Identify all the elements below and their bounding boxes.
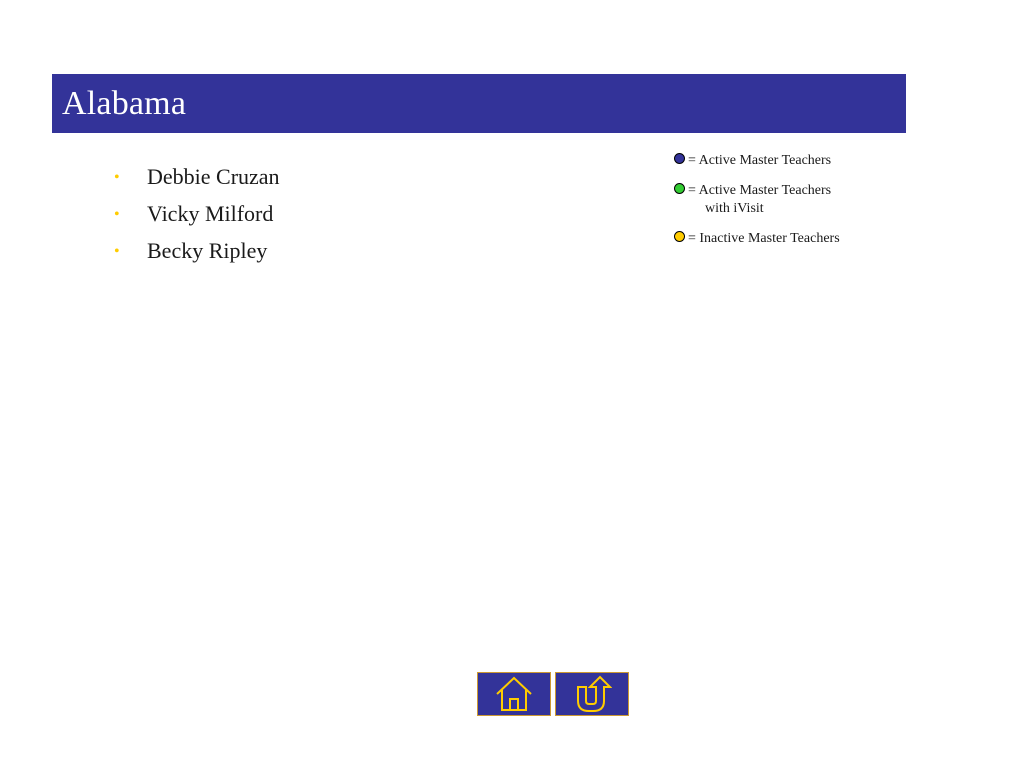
- teacher-name: Debbie Cruzan: [147, 164, 280, 189]
- title-bar: [52, 74, 906, 133]
- u-turn-back-icon: [572, 675, 612, 713]
- bullet-icon: •: [114, 169, 120, 186]
- navigation-bar: [477, 672, 629, 716]
- bullet-icon: •: [114, 206, 120, 223]
- legend-row-inactive: [674, 230, 904, 248]
- list-item: [114, 201, 280, 238]
- legend-label: = Active Master Teachers: [688, 183, 832, 198]
- yellow-dot-icon: [674, 231, 685, 242]
- blue-dot-icon: [674, 153, 685, 164]
- teacher-name: Vicky Milford: [147, 201, 274, 226]
- teacher-list: [114, 164, 280, 275]
- home-icon: [494, 675, 534, 713]
- home-button[interactable]: [477, 672, 551, 716]
- green-dot-icon: [674, 183, 685, 194]
- legend-row-active-ivisit: [674, 182, 904, 218]
- bullet-icon: •: [114, 243, 120, 260]
- page-title: Alabama: [62, 84, 187, 122]
- legend-row-active: [674, 152, 904, 170]
- list-item: [114, 164, 280, 201]
- legend-sublabel: with iVisit: [705, 201, 764, 216]
- list-item: [114, 238, 280, 275]
- legend-label: = Inactive Master Teachers: [688, 231, 840, 246]
- legend: [674, 152, 904, 248]
- back-button[interactable]: [555, 672, 629, 716]
- teacher-name: Becky Ripley: [147, 238, 268, 263]
- legend-label: = Active Master Teachers: [688, 153, 832, 168]
